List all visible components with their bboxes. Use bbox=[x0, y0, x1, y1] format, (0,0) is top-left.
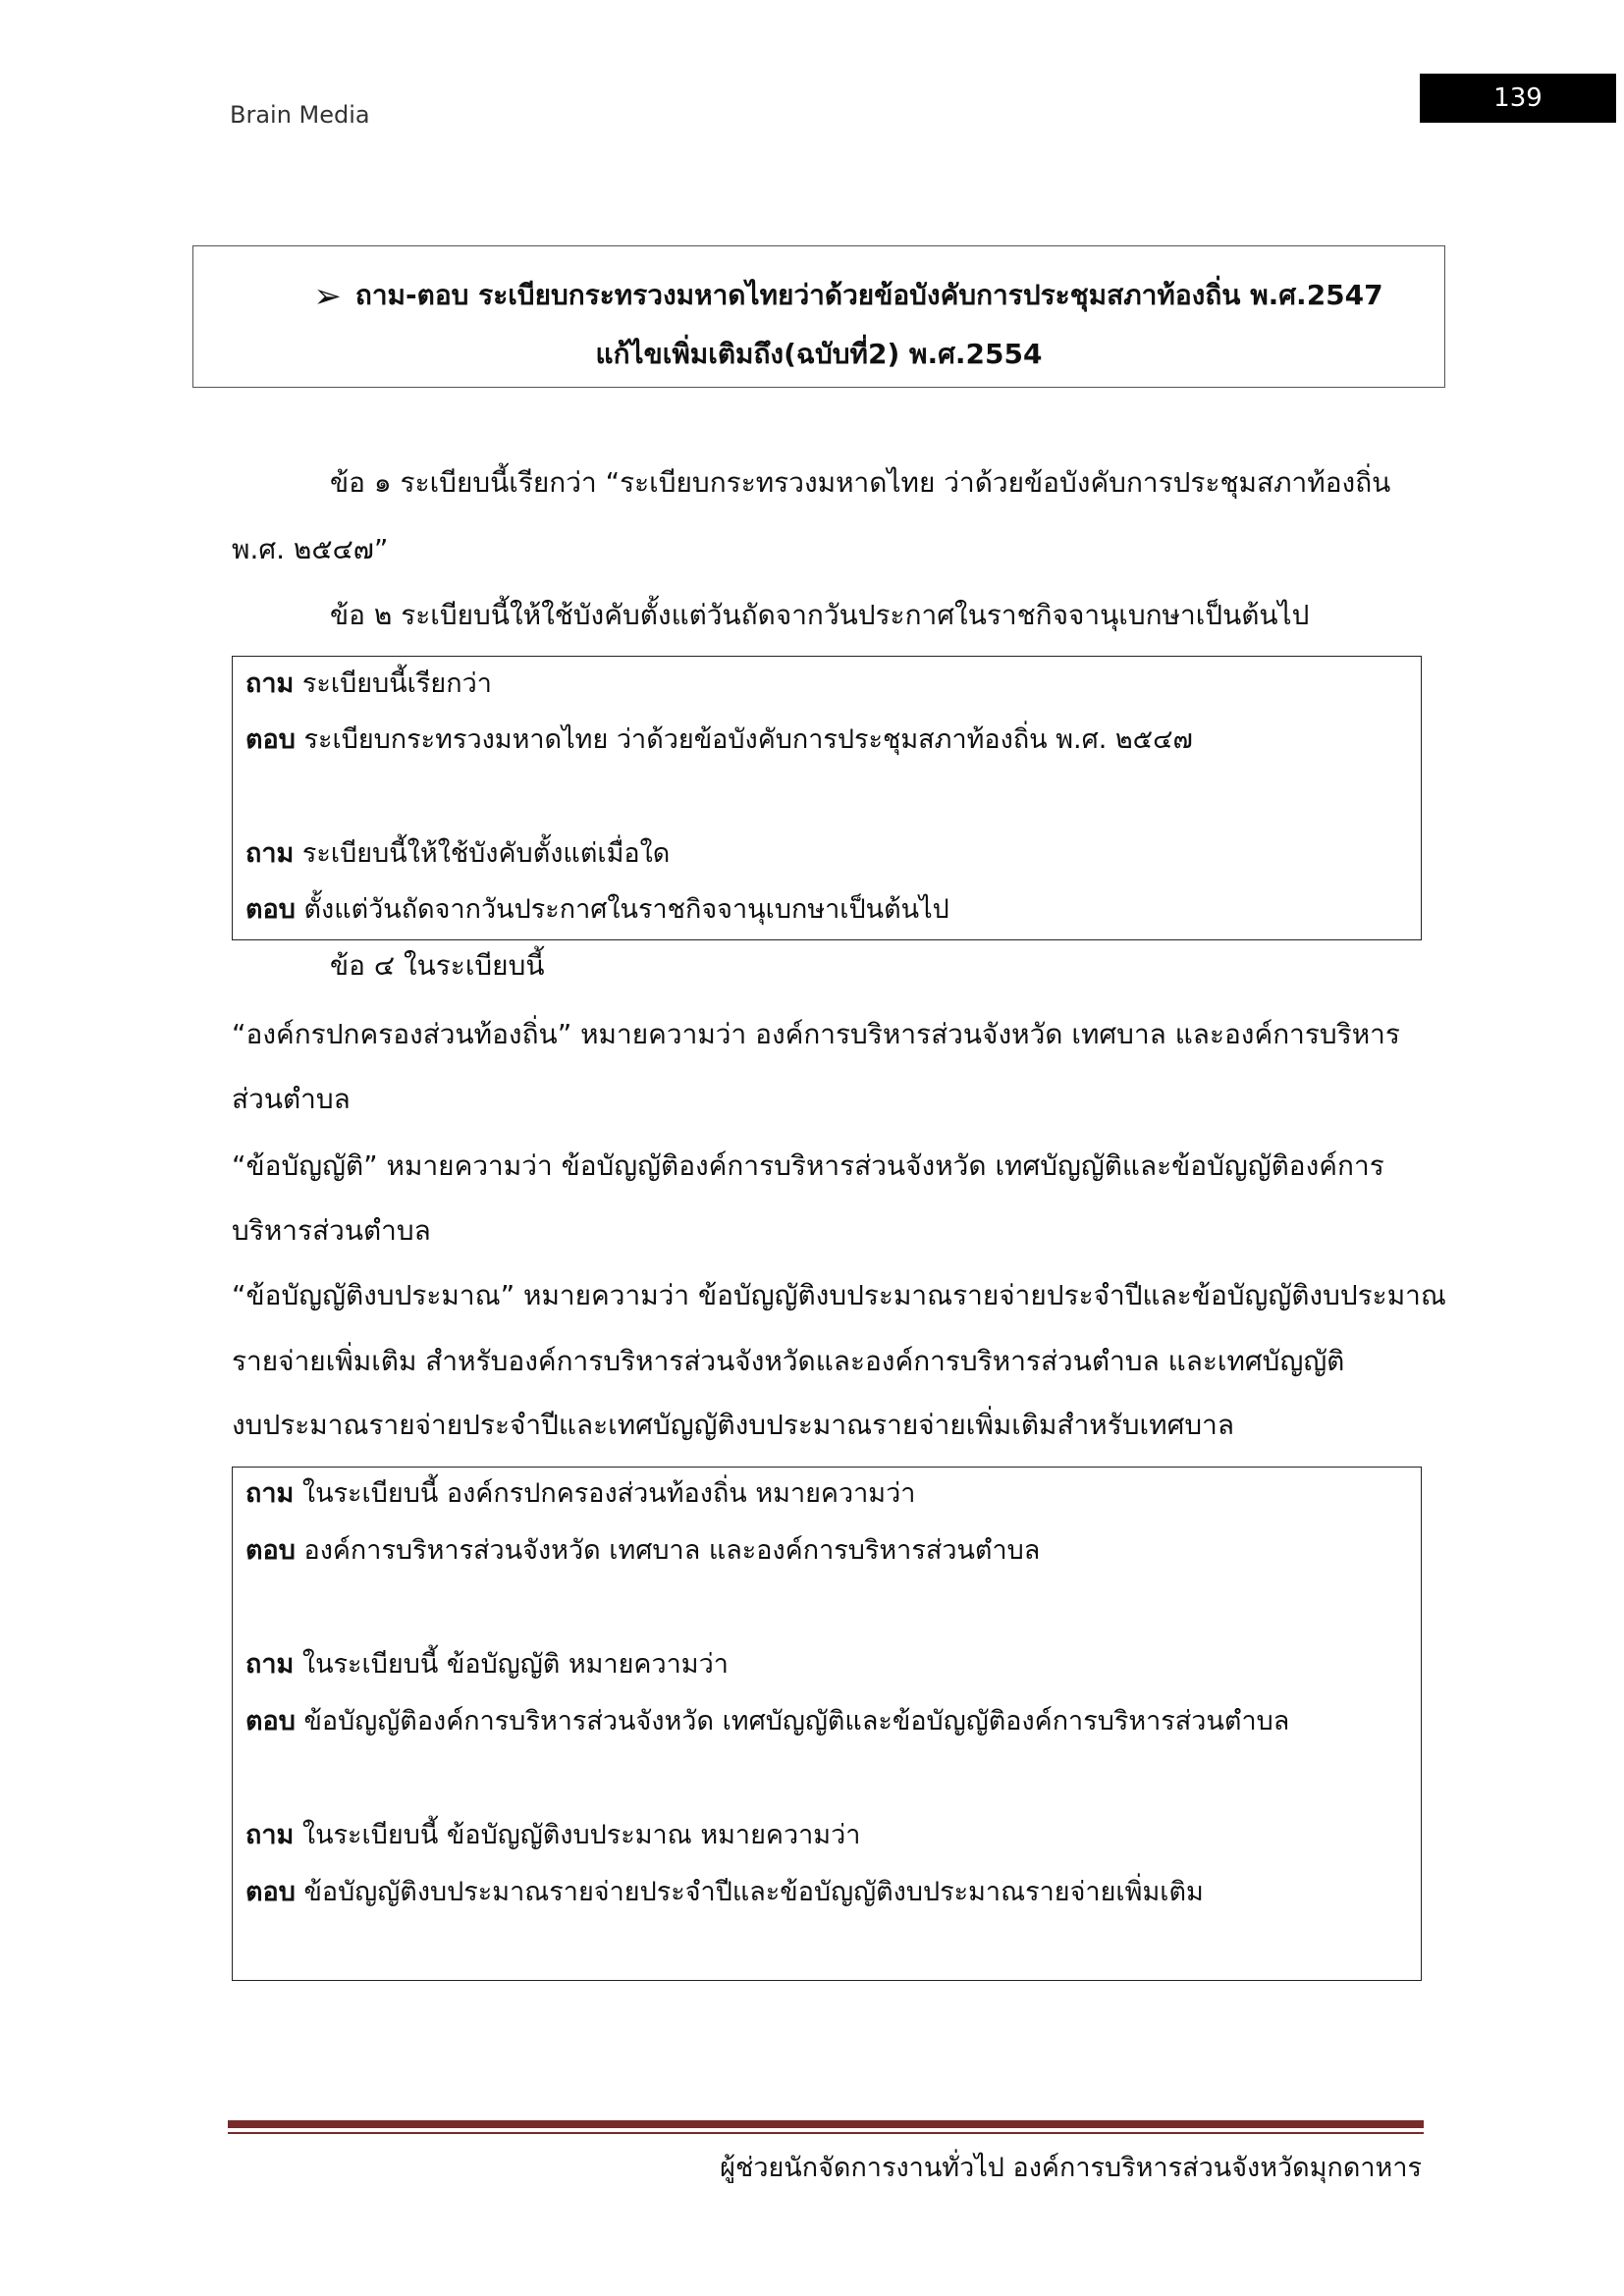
qa-box-2 bbox=[232, 1467, 1422, 1981]
qa-question: ถาม ระเบียบนี้ให้ใช้บังคับตั้งแต่เมื่อใด bbox=[245, 838, 671, 869]
footer-text: ผู้ช่วยนักจัดการงานทั่วไป องค์การบริหารส่วนจังหวัดมุกดาหาร bbox=[720, 2153, 1422, 2183]
title-line-1 bbox=[193, 274, 1444, 317]
qa-answer: ตอบ องค์การบริหารส่วนจังหวัด เทศบาล และองค์การบริหารส่วนตำบล bbox=[245, 1535, 1041, 1566]
definition-1-line-2: ส่วนตำบล bbox=[232, 1083, 351, 1115]
clause-4: ข้อ ๔ ในระเบียบนี้ bbox=[330, 949, 545, 982]
definition-3-line-1: “ข้อบัญญัติงบประมาณ” หมายความว่า ข้อบัญญัติงบประมาณรายจ่ายประจำปีและข้อบัญญัติงบประมาณ bbox=[232, 1279, 1446, 1311]
qa-answer: ตอบ ข้อบัญญัติงบประมาณรายจ่ายประจำปีและข้อบัญญัติงบประมาณรายจ่ายเพิ่มเติม bbox=[245, 1877, 1204, 1907]
qa-answer: ตอบ ตั้งแต่วันถัดจากวันประกาศในราชกิจจานุเบกษาเป็นต้นไป bbox=[245, 894, 949, 925]
title-box bbox=[192, 245, 1445, 388]
qa-question: ถาม ในระเบียบนี้ องค์กรปกครองส่วนท้องถิ่น หมายความว่า bbox=[245, 1478, 916, 1509]
clause-1-line-2: พ.ศ. ๒๕๔๗” bbox=[232, 533, 389, 565]
definition-2-line-2: บริหารส่วนตำบล bbox=[232, 1214, 431, 1247]
arrow-bullet-icon: ➢ bbox=[313, 277, 342, 316]
qa-box-1 bbox=[232, 656, 1422, 940]
qa-answer: ตอบ ระเบียบกระทรวงมหาดไทย ว่าด้วยข้อบังคับการประชุมสภาท้องถิ่น พ.ศ. ๒๕๔๗ bbox=[245, 724, 1193, 755]
definition-3-line-2: รายจ่ายเพิ่มเติม สำหรับองค์การบริหารส่วนจังหวัดและองค์การบริหารส่วนตำบล และเทศบัญญัติ bbox=[232, 1345, 1345, 1377]
page-number: 139 bbox=[1420, 74, 1616, 123]
qa-question: ถาม ในระเบียบนี้ ข้อบัญญัติ หมายความว่า bbox=[245, 1649, 729, 1680]
brand-label: Brain Media bbox=[230, 101, 370, 129]
title-line-2: แก้ไขเพิ่มเติมถึง(ฉบับที่2) พ.ศ.2554 bbox=[595, 338, 1043, 370]
qa-answer: ตอบ ข้อบัญญัติองค์การบริหารส่วนจังหวัด เทศบัญญัติและข้อบัญญัติองค์การบริหารส่วนตำบล bbox=[245, 1706, 1290, 1736]
clause-2: ข้อ ๒ ระเบียบนี้ให้ใช้บังคับตั้งแต่วันถัดจากวันประกาศในราชกิจจานุเบกษาเป็นต้นไป bbox=[330, 599, 1310, 631]
definition-1-line-1: “องค์กรปกครองส่วนท้องถิ่น” หมายความว่า องค์การบริหารส่วนจังหวัด เทศบาล และองค์การบริหาร bbox=[232, 1018, 1400, 1050]
definition-2-line-1: “ข้อบัญญัติ” หมายความว่า ข้อบัญญัติองค์การบริหารส่วนจังหวัด เทศบัญญัติและข้อบัญญัติองค์การ bbox=[232, 1149, 1384, 1182]
footer-divider-thin bbox=[228, 2132, 1424, 2134]
footer-divider bbox=[228, 2120, 1424, 2128]
title-text-1: ถาม-ตอบ ระเบียบกระทรวงมหาดไทยว่าด้วยข้อบังคับการประชุมสภาท้องถิ่น พ.ศ.2547 bbox=[354, 279, 1383, 311]
definition-3-line-3: งบประมาณรายจ่ายประจำปีและเทศบัญญัติงบประมาณรายจ่ายเพิ่มเติมสำหรับเทศบาล bbox=[232, 1409, 1235, 1441]
clause-1-line-1: ข้อ ๑ ระเบียบนี้เรียกว่า “ระเบียบกระทรวงมหาดไทย ว่าด้วยข้อบังคับการประชุมสภาท้องถิ่น bbox=[330, 466, 1391, 499]
qa-question: ถาม ในระเบียบนี้ ข้อบัญญัติงบประมาณ หมายความว่า bbox=[245, 1820, 861, 1850]
qa-question: ถาม ระเบียบนี้เรียกว่า bbox=[245, 668, 492, 699]
